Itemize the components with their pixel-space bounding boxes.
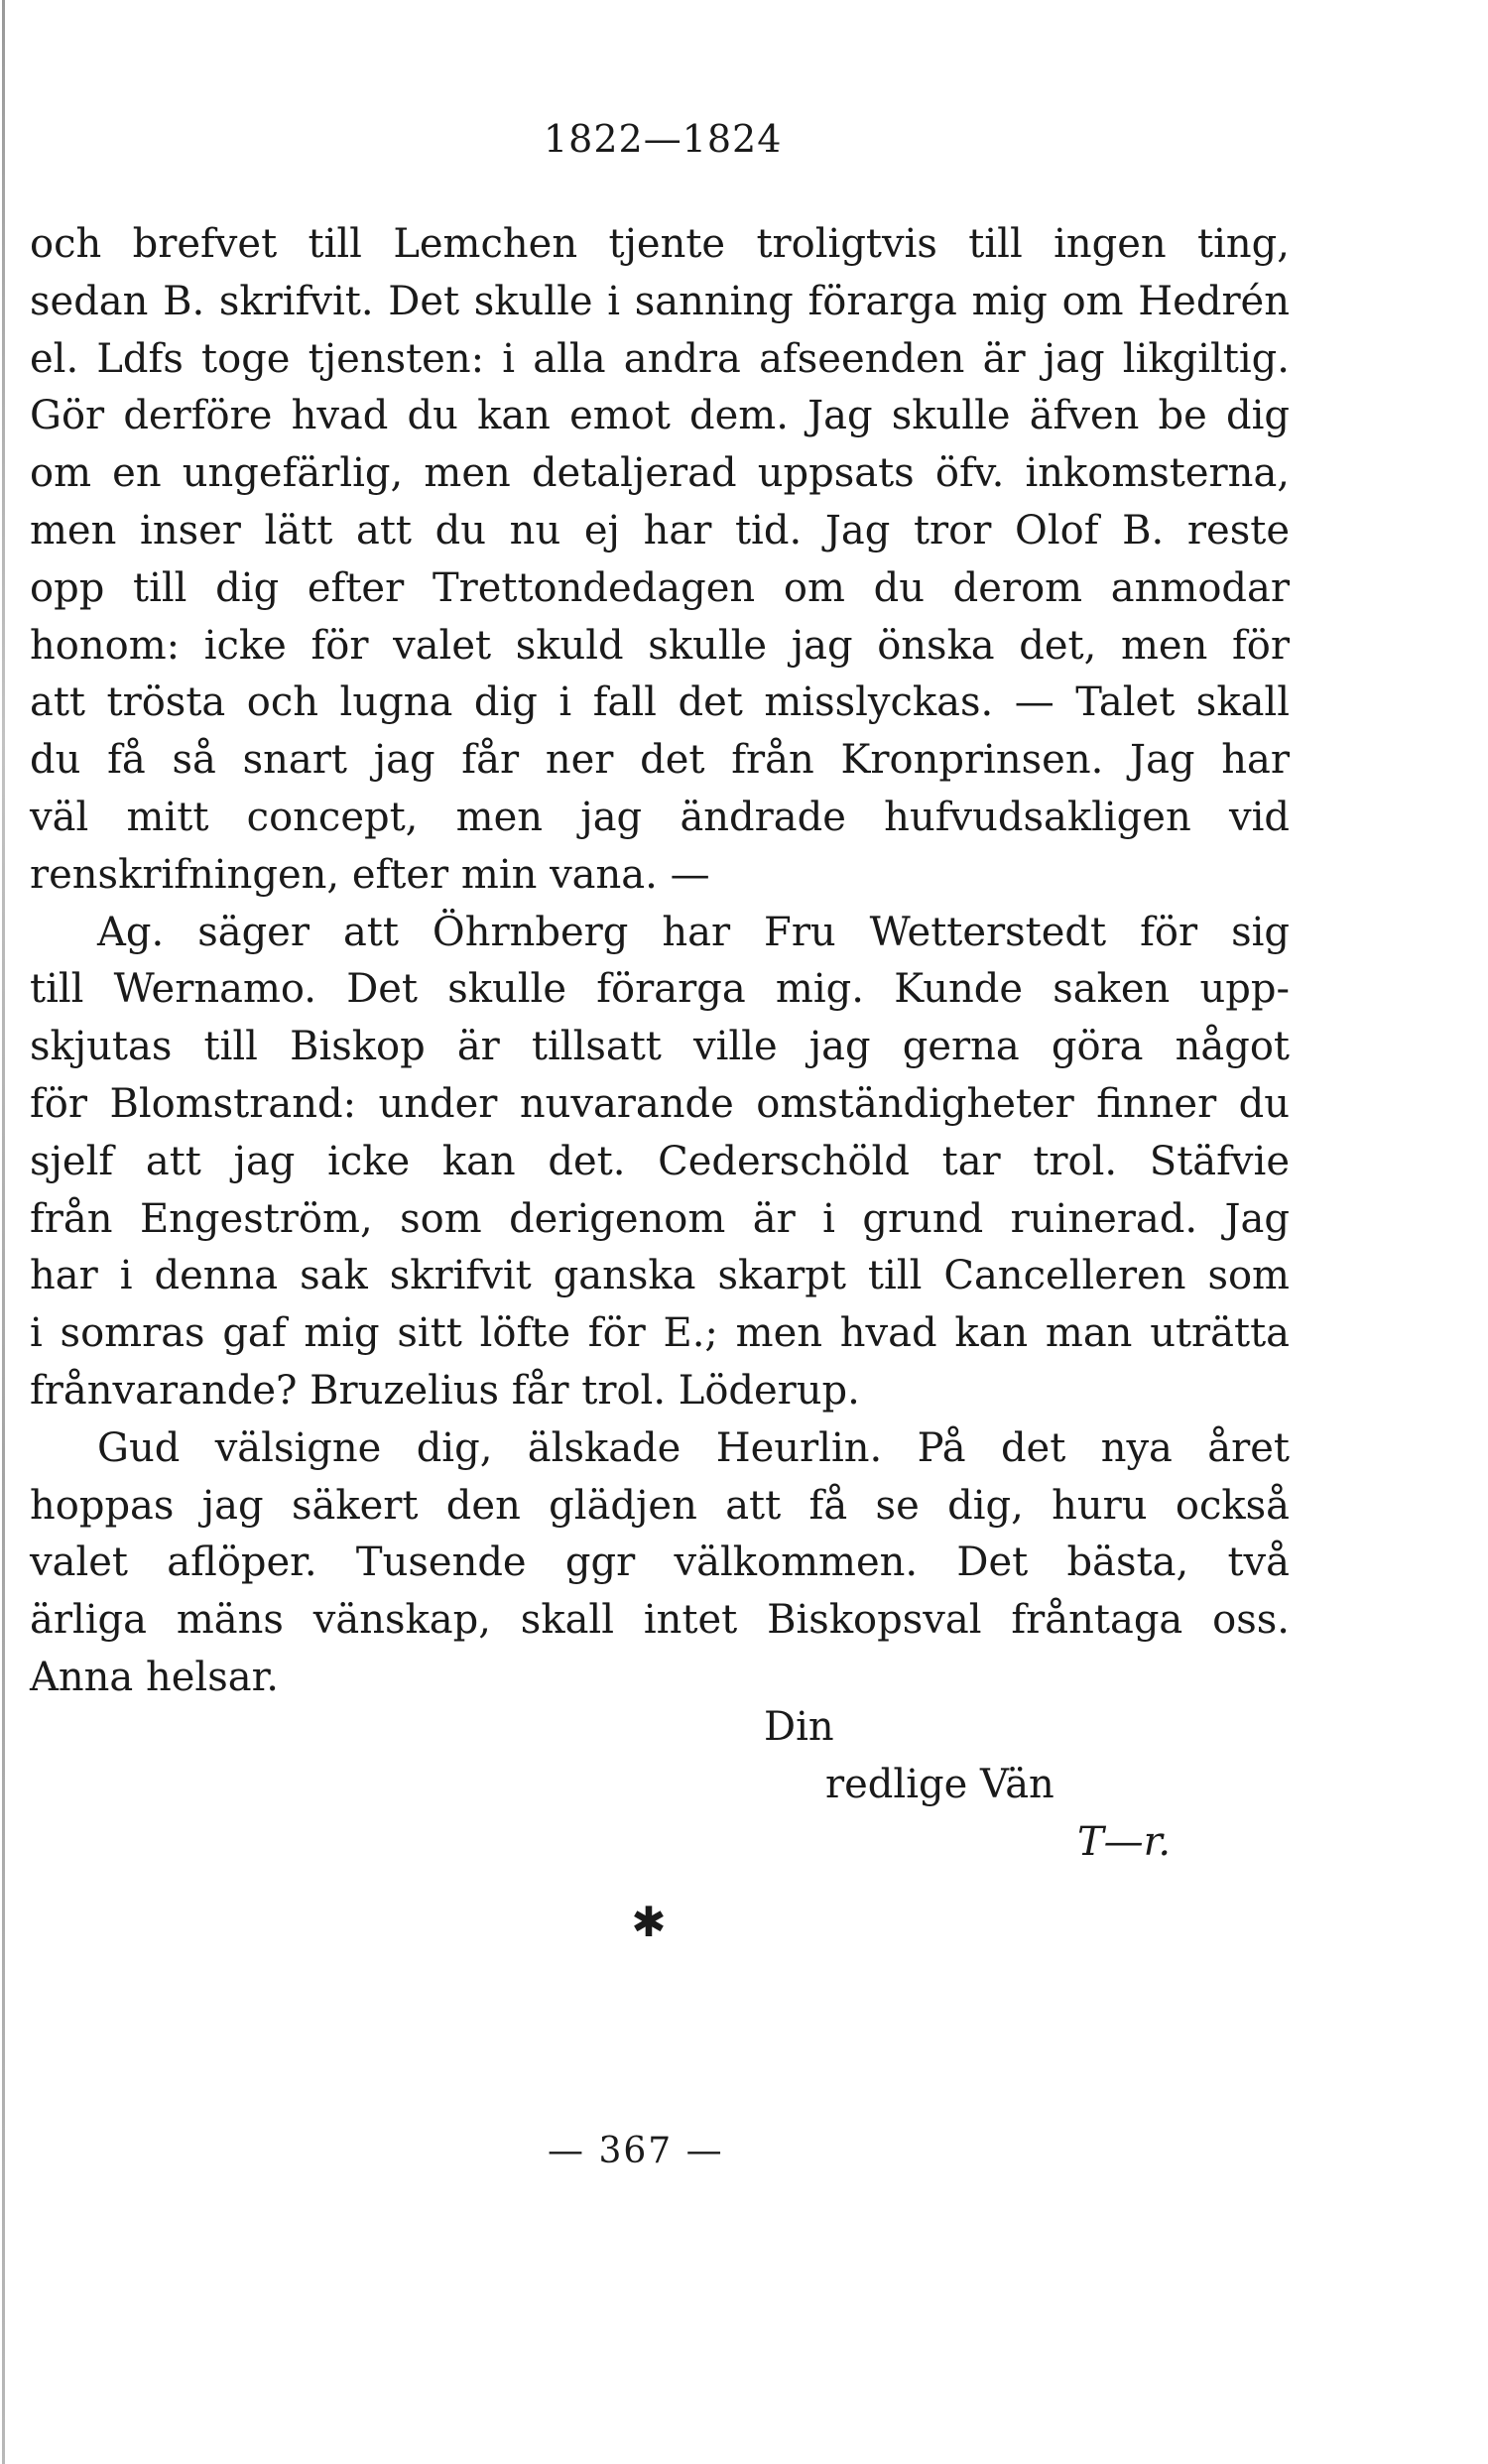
text-line: honom: icke för valet skuld skulle jag önska det, men för (30, 622, 1290, 669)
text-line: frånvarande? Bruzelius får trol. Löderup. (30, 1367, 860, 1414)
text-line: hoppas jag säkert den glädjen att få se dig, huru också (30, 1482, 1290, 1529)
text-line: el. Ldfs toge tjensten: i alla andra afseenden är jag likgiltig. (30, 335, 1290, 382)
text-line: Gör derföre hvad du kan emot dem. Jag skulle äfven be dig (30, 393, 1290, 439)
text-line: ärliga mäns vänskap, skall intet Biskopsval fråntaga oss. (30, 1597, 1290, 1644)
signature-valediction: redlige Vän (825, 1762, 1054, 1807)
running-header: 1822—1824 (544, 117, 783, 161)
text-line: renskrifningen, efter min vana. — (30, 851, 710, 898)
text-line: sedan B. skrifvit. Det skulle i sanning förarga mig om Hedrén (30, 278, 1290, 324)
asterisk-ornament-icon: ✱ (631, 1898, 667, 1946)
text-line: från Engeström, som derigenom är i grund ruinerad. Jag (30, 1195, 1290, 1242)
text-line: för Blomstrand: under nuvarande omständigheter finner du (30, 1080, 1290, 1127)
text-line: att trösta och lugna dig i fall det misslyckas. — Talet skall (30, 679, 1290, 726)
text-line: till Wernamo. Det skulle förarga mig. Kunde saken upp- (30, 966, 1290, 1013)
text-line: har i denna sak skrifvit ganska skarpt till Cancelleren som (30, 1253, 1290, 1299)
signature-initials: T—r. (1077, 1819, 1172, 1865)
letter-body (30, 216, 1290, 1707)
text-line: i somras gaf mig sitt löfte för E.; men hvad kan man uträtta (30, 1310, 1290, 1357)
text-line: Ag. säger att Öhrnberg har Fru Wetterstedt för sig (97, 909, 1290, 955)
text-line: om en ungefärlig, men detaljerad uppsats öfv. inkomsterna, (30, 450, 1290, 497)
binding-edge (2, 0, 5, 2464)
text-line: Gud välsigne dig, älskade Heurlin. På det nya året (97, 1424, 1290, 1471)
text-line: valet aflöper. Tusende ggr välkommen. Det bästa, två (30, 1540, 1290, 1586)
text-line: sjelf att jag icke kan det. Cederschöld tar trol. Stäfvie (30, 1138, 1290, 1184)
text-line: opp till dig efter Trettondedagen om du derom anmodar (30, 564, 1290, 611)
text-line: skjutas till Biskop är tillsatt ville jag gerna göra något (30, 1024, 1290, 1070)
text-line: väl mitt concept, men jag ändrade hufvudsakligen vid (30, 794, 1290, 840)
signature-closing: Din (764, 1704, 834, 1750)
text-line: och brefvet till Lemchen tjente troligtvis till ingen ting, (30, 221, 1290, 267)
text-line: men inser lätt att du nu ej har tid. Jag tror Olof B. reste (30, 507, 1290, 554)
text-line: Anna helsar. (30, 1654, 280, 1700)
text-line: du få så snart jag får ner det från Kronprinsen. Jag har (30, 737, 1290, 784)
page-number: — 367 — (548, 2131, 724, 2171)
